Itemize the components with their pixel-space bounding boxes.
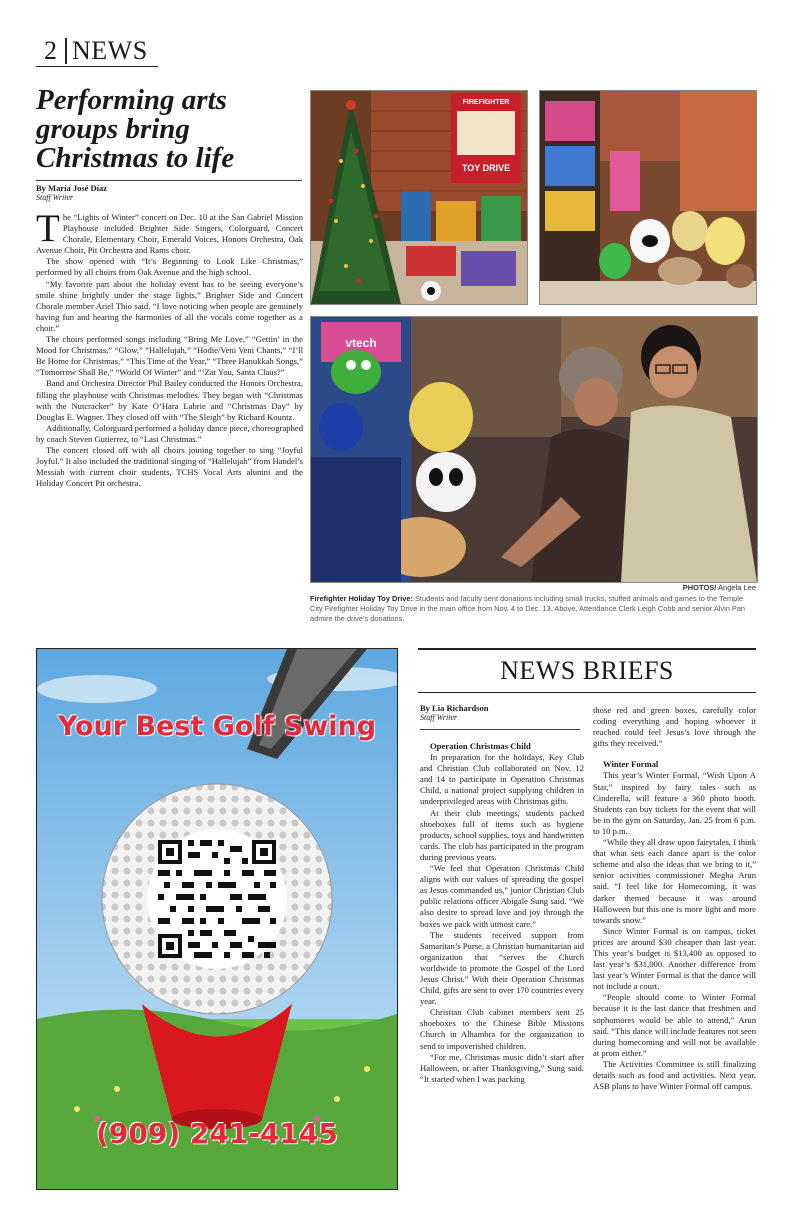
brief-paragraph: At their club meetings, students packed shoeboxes full of items such as hygiene products, school supplies, toys and handwritten cards. The club has participated in the program during previous years.: [420, 807, 584, 862]
briefs-byline: By Lia Richardson: [420, 703, 489, 713]
byline-rule: [36, 180, 302, 181]
brief-paragraph: those red and green boxes, carefully color coding everything and hoping whoever it reached could feel Jesus’s love through the gifts they received.”: [593, 705, 756, 749]
ad-phone-number: (909) 241-4145: [96, 1117, 338, 1150]
news-briefs-title: NEWS BRIEFS: [500, 656, 674, 685]
poster-heading: FIREFIGHTER: [462, 99, 510, 106]
section-name: NEWS: [72, 36, 148, 65]
brief-paragraph: “While they all draw upon fairytales, I think that what sets each dance apart is the color scheme and also the ideas that we bring to it,” senior activities commissioner Megha Arun said. “I feel like for Homecoming, it was darker themed because it was around Halloween but this one is more light and more towards snow.”: [593, 837, 756, 925]
article-body: [36, 207, 303, 489]
brief-operation-christmas-child: [420, 741, 584, 1085]
brief-paragraph: In preparation for the holidays, Key Club and Christian Club collaborated on Nov. 12 and 14 to participate in Operation Christmas Child, a national project supplying children in underprivileged areas with Christmas gifts.: [420, 752, 584, 807]
article-paragraph: “My favorite part about the holiday event has to be seeing everyone’s smile shine brightly under the stage lights,” Brighter Side and Concert Chorale member Ariel Thio said. “I love noticing when people are genuinely having fun and hearing the harmonies of all the vocals come together as a choir.”: [36, 278, 303, 333]
golf-advertisement: [36, 648, 398, 1190]
brief-winter-formal: [593, 705, 756, 1092]
page-number: 2: [44, 36, 57, 65]
photo-caption: Firefighter Holiday Toy Drive: Students and faculty sent donations including small trucks, stuffed animals and games to the Temple City Firefighter Holiday Toy Drive in the main office from Nov. 4 to Dec. 13. Above, Attendance Clerk Leigh Cobb and senior Alvin Pan admire the drive’s donations.: [310, 594, 746, 623]
photo-credit: PHOTOS/ Angela Lee: [682, 583, 756, 592]
brief-heading: Operation Christmas Child: [430, 741, 531, 751]
brief-heading: Winter Formal: [603, 759, 659, 770]
article-role: Staff Writer: [36, 193, 74, 202]
brief-paragraph: Christian Club cabinet members sent 25 shoeboxes to the Chinese Bible Missions Church in Alhambra for the organization to send to impoverished children.: [420, 1007, 584, 1051]
photo-toy-drive-tree: [310, 90, 528, 305]
article-headline: Performing arts groups bring Christmas to life: [36, 84, 235, 174]
briefs-title-rule: [418, 692, 756, 693]
briefs-byline-rule: [420, 729, 580, 730]
brief-paragraph: The students received support from Samaritan’s Purse, a Christian humanitarian aid organization that “serves the Church worldwide to promote the Gospel of the Lord Jesus Christ.” With their Operation Christmas Child, gifts are sent to over 170 countries every year.: [420, 929, 584, 1007]
article-paragraph: Band and Orchestra Director Phil Bailey conducted the Honors Orchestra, filling the playhouse with Christmas melodies. They began with “Christmas with the Nutcracker” by Kate O’Hara Labrie and “Christmas Day” by Douglas E. Wagner. They closed off with “The Sleigh” by Richard Kountz.: [36, 378, 303, 422]
brief-paragraph: “People should come to Winter Formal because it is the last dance that freshmen and sophomores would be able to attend,” Arun said. “This dance will include features not seen during homecoming and will not be available at prom either.”: [593, 992, 756, 1058]
brief-paragraph: This year’s Winter Formal, “Wish Upon A Star,” inspired by fairy tales such as Cinderella, will feature a 360 photo booth. Students can buy tickets for the event that will be in the gym on Saturday, Jan. 25 from 6 p.m. to 10 p.m..: [593, 770, 756, 836]
ad-headline: Your Best Golf Swing: [57, 711, 377, 742]
photo-cobb-and-pan: [310, 316, 758, 583]
article-paragraph: The “Lights of Winter” concert on Dec. 10 at the San Gabriel Mission Playhouse included Brighter Side Singers, Colorguard, Concert Chorale, Elementary Choir, Emerald Voices, Honors Orchestra, Oak Avenue Choir, Pit Orchestra and Rams choir.: [36, 207, 303, 256]
article-paragraph: The concert closed off with all choirs joining together to sing “Joyful Joyful.” It also included the traditional singing of “Hallelujah” from Handel’s Messiah with current choir students, TCHS Vocal Arts alumni and the Holiday Concert Pit orchestra.: [36, 444, 303, 489]
drop-cap: T: [36, 207, 60, 250]
brief-paragraph: “For me, Christmas music didn’t start after Halloween, or after Thanksgiving,” Sung said. “It started when I was packing: [420, 1051, 584, 1084]
photo-plush-shelves: [539, 90, 757, 305]
section-header: [36, 34, 158, 67]
brief-paragraph: “We feel that Operation Christmas Child aligns with our values of spreading the gospel as Jesus commanded us,” junior Christian Club public relations officer Abigale Sung said. “We also desire to spread love and joy through the boxes we pack with utmost care.”: [420, 863, 584, 929]
toy-box-label: vtech: [345, 336, 377, 350]
article-paragraph: The choirs performed songs including “Bring Me Love,” “Gettin’ in the Mood for Christmas,” “Glow,” “Hallelujah,” “Hodie/Veni Veni Chants,” “I’ll Be Home for Christmas,” “This Time of the Year,” “Three Hanukkah Songs,” “Tomorrow Shall Be,” “World Of Winter” and “‘Zat You, Santa Claus?”: [36, 334, 303, 378]
article-paragraph: The show opened with “It’s Beginning to Look Like Christmas,” performed by all choirs from Oak Avenue and the high school.: [36, 256, 303, 278]
article-paragraph: Additionally, Colorguard performed a holiday dance piece, choreographed by coach Steven Gutierrez, to “Last Christmas.”: [36, 422, 303, 444]
header-divider: [65, 38, 67, 64]
article-byline: By María José Díaz: [36, 183, 108, 193]
brief-paragraph: The Activities Committee is still finalizing details such as food and activities. Next year, ASB plans to have Winter Formal off campus.: [593, 1058, 756, 1092]
poster-title: TOY DRIVE: [461, 163, 511, 173]
briefs-role: Staff Writer: [420, 713, 458, 722]
brief-paragraph: Since Winter Formal is on campus, ticket prices are around $30 cheaper than last year. This year’s budget is $13,400 as opposed to last year’s $31,000. Another difference from last year’s Winter Formal is that the dance will not include a court.: [593, 925, 756, 992]
briefs-top-rule: [418, 648, 756, 650]
